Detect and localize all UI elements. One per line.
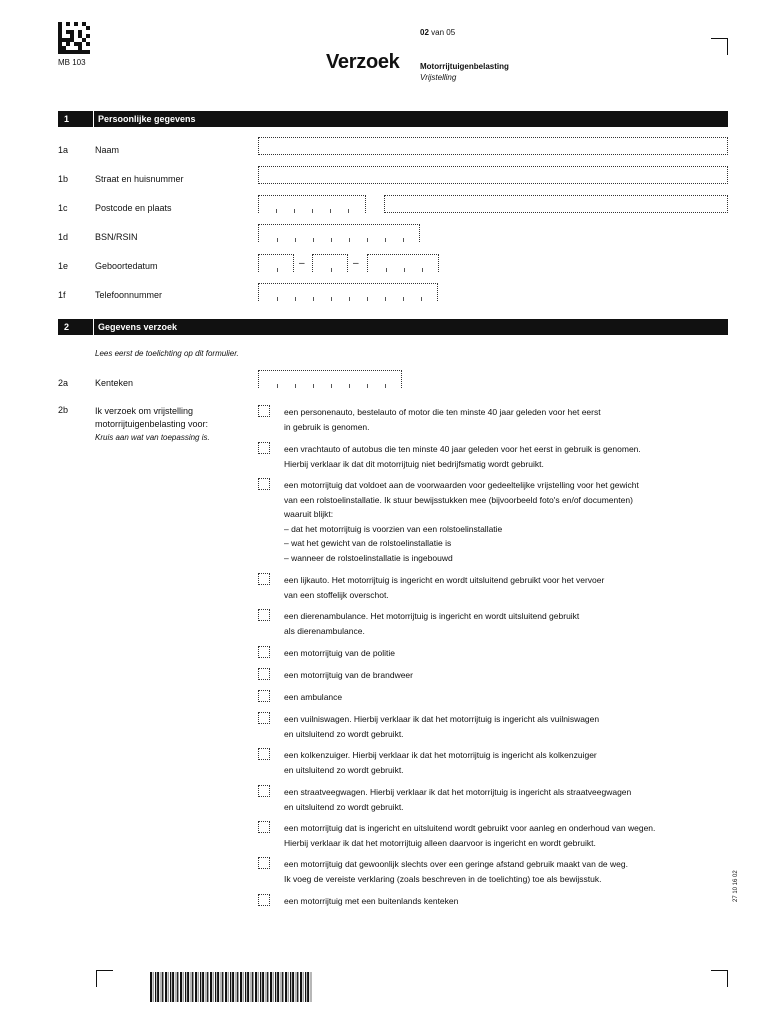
option-text <box>284 712 734 741</box>
datamatrix-code <box>58 22 90 54</box>
checkbox[interactable] <box>258 609 270 621</box>
checkbox[interactable] <box>258 857 270 869</box>
label-naam: Naam <box>95 145 120 155</box>
option-text <box>284 690 734 705</box>
comb-tick <box>367 384 368 388</box>
section-number: 2 <box>64 322 70 332</box>
comb-tick <box>331 238 332 242</box>
checkbox[interactable] <box>258 646 270 658</box>
form-code: MB 103 <box>58 58 86 67</box>
comb-tick <box>313 238 314 242</box>
option-line: een motorrijtuig van de brandweer <box>284 670 413 680</box>
option-bullet: – dat het motorrijtuig is voorzien van een rolstoelinstallatie <box>284 523 503 534</box>
option-line: een dierenambulance. Het motorrijtuig is ingericht en wordt uitsluitend gebruikt <box>284 611 580 621</box>
label-geboortedatum: Geboortedatum <box>95 261 158 271</box>
comb-tick <box>312 209 313 213</box>
section-divider <box>93 319 94 335</box>
comb-tick <box>403 238 404 242</box>
option-text <box>284 748 734 777</box>
row-number-1d: 1d <box>58 232 69 242</box>
checkbox[interactable] <box>258 821 270 833</box>
comb-tick <box>295 238 296 242</box>
option-line: waaruit blijkt: <box>284 509 334 519</box>
comb-tick <box>404 268 405 272</box>
option-line: een motorrijtuig dat gewoonlijk slechts over een geringe afstand gebruik maakt van de weg. <box>284 859 628 869</box>
comb-tick <box>421 297 422 301</box>
comb-tick <box>385 297 386 301</box>
label-kenteken: Kenteken <box>95 378 134 388</box>
comb-tick <box>422 268 423 272</box>
comb-tick <box>313 384 314 388</box>
comb-tick <box>367 238 368 242</box>
comb-tick <box>348 209 349 213</box>
option-line: een personenauto, bestelauto of motor die ten minste 40 jaar geleden voor het eerst <box>284 407 601 417</box>
checkbox[interactable] <box>258 894 270 906</box>
option-line: van een stoffelijk overschot. <box>284 589 389 600</box>
form-subject: Motorrijtuigenbelasting <box>420 62 509 71</box>
row-number-2a: 2a <box>58 378 69 388</box>
option-text <box>284 478 734 565</box>
option-text <box>284 857 734 886</box>
option-text <box>284 821 734 850</box>
option-text <box>284 668 734 683</box>
date-separator: – <box>299 258 305 269</box>
bsn-field[interactable] <box>258 224 420 242</box>
option-line: een ambulance <box>284 692 343 702</box>
checkbox[interactable] <box>258 405 270 417</box>
checkbox[interactable] <box>258 668 270 680</box>
option-line: een vrachtauto of autobus die ten minste 40 jaar geleden voor het eerst in gebruik is genomen. <box>284 444 641 454</box>
option-line: van een rolstoelinstallatie. Ik stuur bewijsstukken mee (bijvoorbeeld foto's en/of documenten) <box>284 494 633 505</box>
option-line: een motorrijtuig dat voldoet aan de voorwaarden voor gedeeltelijke vrijstelling voor het gewicht <box>284 480 639 490</box>
telefoon-field[interactable] <box>258 283 438 301</box>
comb-tick <box>295 384 296 388</box>
option-line: als dierenambulance. <box>284 625 365 636</box>
checkbox[interactable] <box>258 785 270 797</box>
option-bullet: – wat het gewicht van de rolstoelinstallatie is <box>284 538 452 548</box>
checkbox[interactable] <box>258 690 270 702</box>
section-divider <box>93 111 94 127</box>
side-form-code: 27 10 16 02 <box>733 870 739 902</box>
section-number: 1 <box>64 114 70 124</box>
section-title: Persoonlijke gegevens <box>98 114 196 124</box>
checkbox[interactable] <box>258 478 270 490</box>
label-bsn: BSN/RSIN <box>95 232 138 242</box>
row-number-1e: 1e <box>58 261 69 271</box>
option-line: een lijkauto. Het motorrijtuig is ingericht en wordt uitsluitend gebruikt voor het vervoer <box>284 575 605 585</box>
option-line: Hierbij verklaar ik dat het motorrijtuig alleen daarvoor is ingericht en wordt gebruikt. <box>284 837 596 848</box>
option-line: Ik voeg de vereiste verklaring (zoals beschreven in de toelichting) toe als bewijsstuk. <box>284 873 602 884</box>
section-2-header <box>58 319 728 335</box>
comb-tick <box>276 209 277 213</box>
intro-note: Lees eerst de toelichting op dit formulier. <box>95 349 239 358</box>
comb-tick <box>331 384 332 388</box>
section-1-header <box>58 111 728 127</box>
option-line: een motorrijtuig van de politie <box>284 648 396 658</box>
comb-tick <box>349 384 350 388</box>
comb-tick <box>330 209 331 213</box>
row-number-1a: 1a <box>58 145 69 155</box>
postcode-field[interactable] <box>258 195 366 213</box>
date-separator: – <box>353 258 359 269</box>
option-line: in gebruik is genomen. <box>284 421 370 432</box>
option-text <box>284 442 734 471</box>
option-text <box>284 894 734 909</box>
option-line: een motorrijtuig dat is ingericht en uitsluitend wordt gebruikt voor aanleg en onderhoud van wegen. <box>284 823 656 833</box>
birth-month-field[interactable] <box>312 254 348 272</box>
label-2b-line1: Ik verzoek om vrijstelling <box>95 406 194 416</box>
row-number-1c: 1c <box>58 203 68 213</box>
plaats-field[interactable] <box>384 195 728 213</box>
checkbox[interactable] <box>258 748 270 760</box>
option-line: een vuilniswagen. Hierbij verklaar ik dat het motorrijtuig is ingericht als vuilniswagen <box>284 714 600 724</box>
form-subsubject: Vrijstelling <box>420 73 457 82</box>
comb-tick <box>349 297 350 301</box>
naam-field[interactable] <box>258 137 728 155</box>
comb-tick <box>367 297 368 301</box>
comb-tick <box>331 297 332 301</box>
straat-huisnummer-field[interactable] <box>258 166 728 184</box>
label-2b-hint: Kruis aan wat van toepassing is. <box>95 433 210 442</box>
checkbox[interactable] <box>258 573 270 585</box>
option-bullet: – wanneer de rolstoelinstallatie is ingebouwd <box>284 552 453 563</box>
label-telefoon: Telefoonnummer <box>95 290 163 300</box>
row-number-2b: 2b <box>58 405 69 415</box>
corner-mark-bottom-left <box>96 970 113 987</box>
comb-tick <box>403 297 404 301</box>
checkbox[interactable] <box>258 712 270 724</box>
label-postcode: Postcode en plaats <box>95 203 172 213</box>
comb-tick <box>277 297 278 301</box>
page-number <box>420 28 455 37</box>
comb-tick <box>313 297 314 301</box>
label-straat: Straat en huisnummer <box>95 174 184 184</box>
label-2b <box>95 405 245 444</box>
option-line: en uitsluitend zo wordt gebruikt. <box>284 728 404 739</box>
comb-tick <box>277 238 278 242</box>
checkbox[interactable] <box>258 442 270 454</box>
option-line: een motorrijtuig met een buitenlands kenteken <box>284 896 459 906</box>
option-text <box>284 609 734 638</box>
comb-tick <box>331 268 332 272</box>
comb-tick <box>349 238 350 242</box>
option-text <box>284 646 734 661</box>
comb-tick <box>277 268 278 272</box>
comb-tick <box>386 268 387 272</box>
barcode <box>150 972 314 1002</box>
option-text <box>284 405 734 434</box>
birth-year-field[interactable] <box>367 254 439 272</box>
comb-tick <box>295 297 296 301</box>
page-title: Verzoek <box>326 51 400 73</box>
row-number-1b: 1b <box>58 174 69 184</box>
option-text <box>284 573 734 602</box>
corner-mark-bottom-right <box>711 970 728 987</box>
option-line: Hierbij verklaar ik dat dit motorrijtuig niet bedrijfsmatig wordt gebruikt. <box>284 458 544 469</box>
option-text <box>284 785 734 814</box>
label-2b-line2: motorrijtuigenbelasting voor: <box>95 419 209 429</box>
page-total: van 05 <box>431 28 456 37</box>
comb-tick <box>277 384 278 388</box>
birth-day-field[interactable] <box>258 254 294 272</box>
section-title: Gegevens verzoek <box>98 322 178 332</box>
comb-tick <box>385 384 386 388</box>
option-line: en uitsluitend zo wordt gebruikt. <box>284 801 404 812</box>
option-line: een straatveegwagen. Hierbij verklaar ik dat het motorrijtuig is ingericht als straatveegwagen <box>284 787 632 797</box>
page-current: 02 <box>420 28 429 37</box>
corner-mark-top-right <box>711 38 728 55</box>
option-line: en uitsluitend zo wordt gebruikt. <box>284 764 404 775</box>
comb-tick <box>294 209 295 213</box>
comb-tick <box>385 238 386 242</box>
option-line: een kolkenzuiger. Hierbij verklaar ik dat het motorrijtuig is ingericht als kolkenzuiger <box>284 750 597 760</box>
row-number-1f: 1f <box>58 290 66 300</box>
kenteken-field[interactable] <box>258 370 402 388</box>
